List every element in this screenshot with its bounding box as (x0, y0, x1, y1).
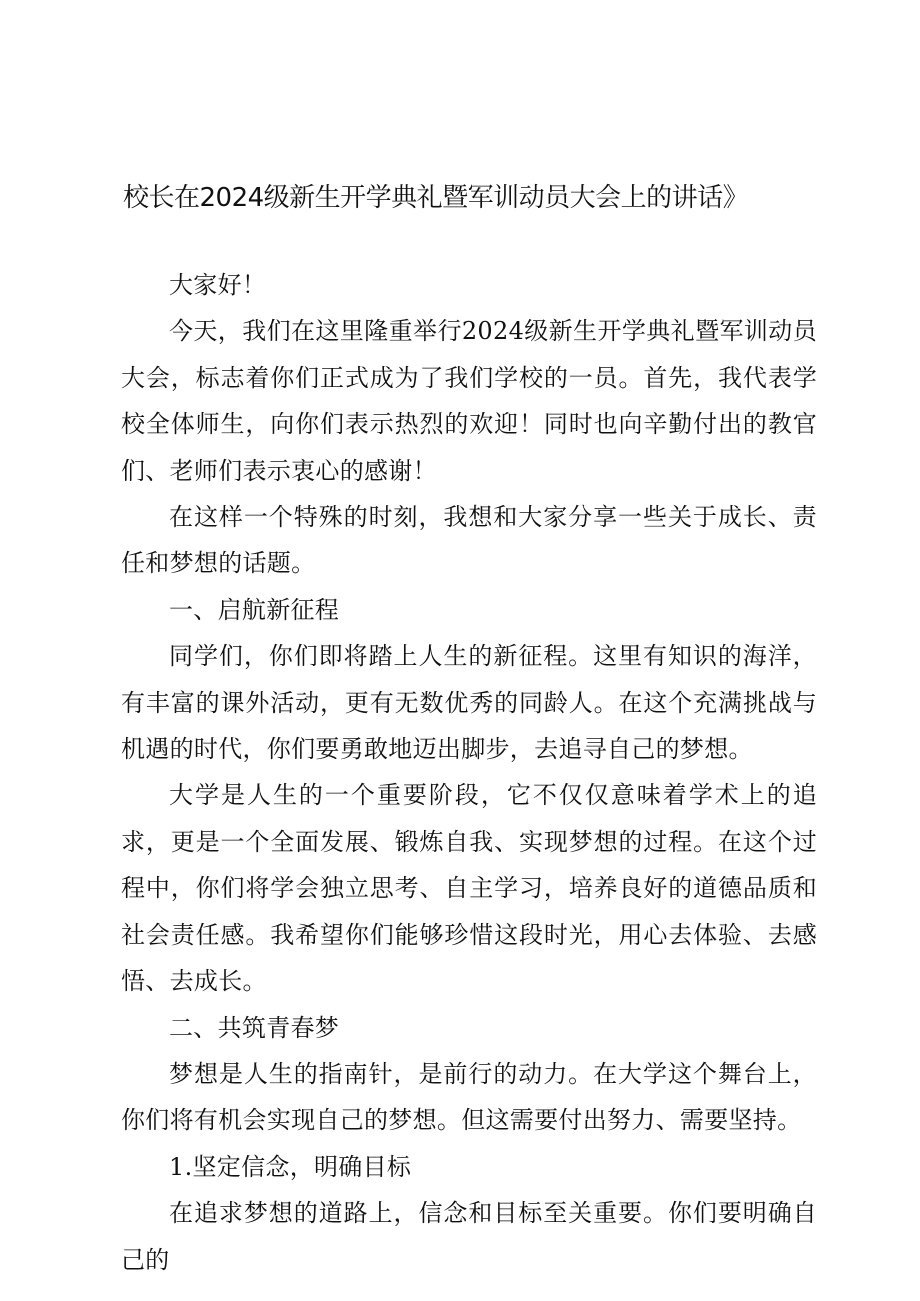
greeting-paragraph: 大家好！ (169, 271, 267, 299)
body-paragraph: 大学是人生的一个重要阶段，它不仅仅意味着学术上的追求，更是一个全面发展、锻炼自我、实现梦想的过程。在这个过程中，你们将学会独立思考、自主学习，培养良好的道德品质和社会责任感。我希望你们能够珍惜这段时光，用心去体验、去感悟、去成长。 (121, 781, 817, 996)
document-body (121, 262, 817, 1283)
section-heading: 一、启航新征程 (169, 595, 340, 624)
document-title: 校长在2024级新生开学典礼暨军训动员大会上的讲话》 (123, 183, 749, 213)
body-paragraph: 今天，我们在这里隆重举行2024级新生开学典礼暨军训动员大会，标志着你们正式成为了我们学校的一员。首先，我代表学校全体师生，向你们表示热烈的欢迎！同时也向辛勤付出的教官们、老师们表示衷心的感谢！ (121, 317, 817, 485)
section-heading: 二、共筑青春梦 (169, 1013, 340, 1042)
body-paragraph: 在追求梦想的道路上，信念和目标至关重要。你们要明确自己的 (121, 1199, 817, 1274)
body-paragraph: 梦想是人生的指南针，是前行的动力。在大学这个舞台上，你们将有机会实现自己的梦想。但这需要付出努力、需要坚持。 (121, 1059, 817, 1135)
body-paragraph: 在这样一个特殊的时刻，我想和大家分享一些关于成长、责任和梦想的话题。 (121, 503, 817, 578)
subsection-heading: 1.坚定信念，明确目标 (169, 1152, 412, 1181)
body-paragraph: 同学们，你们即将踏上人生的新征程。这里有知识的海洋，有丰富的课外活动，更有无数优秀的同龄人。在这个充满挑战与机遇的时代，你们要勇敢地迈出脚步，去追寻自己的梦想。 (121, 642, 817, 764)
